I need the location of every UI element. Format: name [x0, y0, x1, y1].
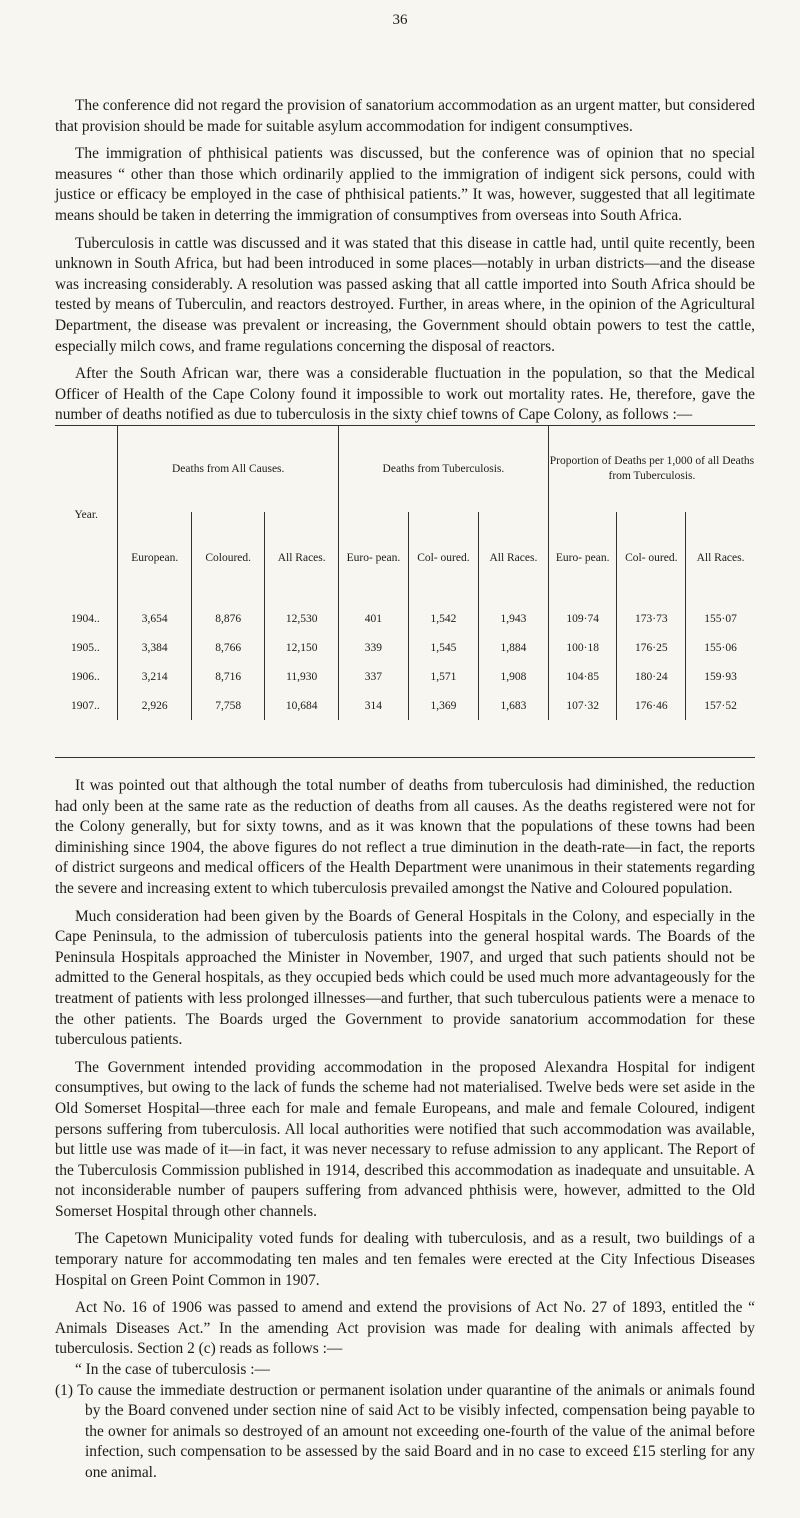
- table-cell: 3,654: [118, 604, 191, 633]
- table-cell: 1,884: [478, 633, 548, 662]
- table-cell: 109·74: [548, 604, 617, 633]
- table-cell: 1,545: [408, 633, 478, 662]
- table-cell: 3,384: [118, 633, 191, 662]
- table-cell: 339: [338, 633, 408, 662]
- paragraph: “ In the case of tuberculosis :—: [75, 1361, 270, 1379]
- table-cell: 1,908: [478, 662, 548, 691]
- table-cell: 176·46: [617, 691, 686, 720]
- table-cell: 12,530: [265, 604, 338, 633]
- table-row: [55, 604, 755, 633]
- table-cell: 157·52: [686, 691, 755, 720]
- table-cell: 1,571: [408, 662, 478, 691]
- column-header: Euro- pean.: [338, 512, 408, 604]
- row-year: 1907..: [71, 699, 100, 712]
- page-number: 36: [392, 12, 408, 28]
- table-cell: 8,766: [191, 633, 264, 662]
- quoted-list-item: (1) To cause the immediate destruction or permanent isolation under quarantine of the animals or animals found by the Board convened under section nine of said Act to be visibly infected, compensation being payable to the owner for animals so destroyed of an amount not exceeding one-fourth of the value of the animal before infection, such compensation to be assessed by the said Board and in no case to exceed £15 sterling for any one animal.: [55, 1381, 755, 1481]
- text-block-before-table: [55, 96, 755, 426]
- tuberculosis-deaths-table: [55, 425, 755, 758]
- table-cell: 107·32: [548, 691, 617, 720]
- column-header: Euro- pean.: [548, 512, 617, 604]
- group-header-all-causes: Deaths from All Causes.: [118, 426, 338, 512]
- paragraph: After the South African war, there was a considerable fluctuation in the population, so that the Medical Officer of Health of the Cape Colony found it impossible to work out mortality rates. He, therefore, gave the number of deaths notified as due to tuberculosis in the sixty chief towns of Cape Colony, as follows :—: [55, 365, 755, 424]
- table-cell: 337: [338, 662, 408, 691]
- table-row: [55, 691, 755, 720]
- table-cell: 180·24: [617, 662, 686, 691]
- table-cell: 7,758: [191, 691, 264, 720]
- table-cell: 104·85: [548, 662, 617, 691]
- paragraph: It was pointed out that although the total number of deaths from tuberculosis had diminished, the reduction had only been at the same rate as the reduction of deaths from all causes. As the deaths registered were not for the Colony generally, but for sixty towns, and as it was known that the populations of these towns had been diminishing since 1904, the above figures do not reflect a true diminution in the death-rate—in fact, the reports of district surgeons and medical officers of the Health Department were unanimous in their statements regarding the severe and increasing extent to which tuberculosis prevailed amongst the Native and Coloured population.: [55, 777, 755, 897]
- table-row: [55, 633, 755, 662]
- row-year: 1906..: [71, 670, 100, 683]
- paragraph: Tuberculosis in cattle was discussed and it was stated that this disease in cattle had, until quite recently, been unknown in South Africa, but had been introduced in some places—notably in urban districts—and the disease was increasing considerably. A resolution was passed asking that all cattle imported into South Africa should be tested by means of Tuberculin, and reactors destroyed. Further, in areas where, in the opinion of the Agricultural Department, the disease was prevalent or increasing, the Government should obtain powers to test the cattle, especially milch cows, and frame regulations concerning the disposal of reactors.: [55, 234, 755, 355]
- table-cell: 3,214: [118, 662, 191, 691]
- table-cell: 155·07: [686, 604, 755, 633]
- paragraph: The conference did not regard the provision of sanatorium accommodation as an urgent matter, but considered that provision should be made for suitable asylum accommodation for indigent consumptives.: [55, 97, 755, 135]
- column-header: European.: [118, 512, 191, 604]
- table-cell: 1,683: [478, 691, 548, 720]
- paragraph: Much consideration had been given by the Boards of General Hospitals in the Colony, and especially in the Cape Peninsula, to the admission of tuberculosis patients into the general hospital wards. The Boards of the Peninsula Hospitals approached the Minister in November, 1907, and urged that such patients should not be admitted to the General hospitals, as they occupied beds which could be used much more advantageously for the treatment of patients with less prolonged illnesses—and further, that such tuberculous patients were a menace to the other patients. The Boards urged the Government to provide sanatorium accommodation for these tuberculous patients.: [55, 907, 755, 1049]
- table-cell: 1,542: [408, 604, 478, 633]
- table-cell: 8,876: [191, 604, 264, 633]
- column-header: Col- oured.: [617, 512, 686, 604]
- table-row: [55, 662, 755, 691]
- paragraph: The Capetown Municipality voted funds for dealing with tuberculosis, and as a result, two buildings of a temporary nature for accommodating ten males and ten females were erected at the City Infectious Diseases Hospital on Green Point Common in 1907.: [55, 1230, 755, 1289]
- table-cell: 155·06: [686, 633, 755, 662]
- table-cell: 12,150: [265, 633, 338, 662]
- paragraph: The Government intended providing accommodation in the proposed Alexandra Hospital for indigent consumptives, but owing to the lack of funds the scheme had not materialised. Twelve beds were set aside in the Old Somerset Hospital—three each for male and female Europeans, and male and female Coloured, indigent persons suffering from tuberculosis. All local authorities were notified that such accommodation was available, but little use was made of it—in fact, it was never necessary to refuse admission to any applicant. The Report of the Tuberculosis Commission published in 1914, described this accommodation as inadequate and unsuitable. A not inconsiderable number of paupers suffering from advanced phthisis were, however, admitted to the Old Somerset Hospital through other channels.: [55, 1058, 755, 1220]
- column-header: Coloured.: [191, 512, 264, 604]
- column-header: Col- oured.: [408, 512, 478, 604]
- table-cell: 1,943: [478, 604, 548, 633]
- group-header-tuberculosis: Deaths from Tuberculosis.: [338, 426, 548, 512]
- table-cell: 314: [338, 691, 408, 720]
- column-header: All Races.: [686, 512, 755, 604]
- table-cell: 176·25: [617, 633, 686, 662]
- paragraph: The immigration of phthisical patients was discussed, but the conference was of opinion that no special measures “ other than those which ordinarily applied to the immigration of indigent sick persons, could with justice or efficacy be employed in the case of phthisical patients.” It was, however, suggested that all legitimate means should be taken in deterring the immigration of consumptives from overseas into South Africa.: [55, 145, 755, 224]
- row-year: 1905..: [71, 641, 100, 654]
- column-header: All Races.: [478, 512, 548, 604]
- table-cell: 173·73: [617, 604, 686, 633]
- table-cell: 401: [338, 604, 408, 633]
- table-cell: 159·93: [686, 662, 755, 691]
- table-cell: 100·18: [548, 633, 617, 662]
- table-cell: 11,930: [265, 662, 338, 691]
- paragraph: Act No. 16 of 1906 was passed to amend and extend the provisions of Act No. 27 of 1893, entitled the “ Animals Diseases Act.” In the amending Act provision was made for dealing with animals affected by tuberculosis. Section 2 (c) reads as follows :—: [55, 1299, 755, 1358]
- table-cell: 10,684: [265, 691, 338, 720]
- column-header: All Races.: [265, 512, 338, 604]
- table-cell: 2,926: [118, 691, 191, 720]
- table-cell: 1,369: [408, 691, 478, 720]
- year-header: Year.: [74, 508, 98, 521]
- table-cell: 8,716: [191, 662, 264, 691]
- text-block-after-table: [55, 776, 755, 1491]
- group-header-proportion: Proportion of Deaths per 1,000 of all Deaths from Tuberculosis.: [548, 426, 755, 512]
- row-year: 1904..: [71, 612, 100, 625]
